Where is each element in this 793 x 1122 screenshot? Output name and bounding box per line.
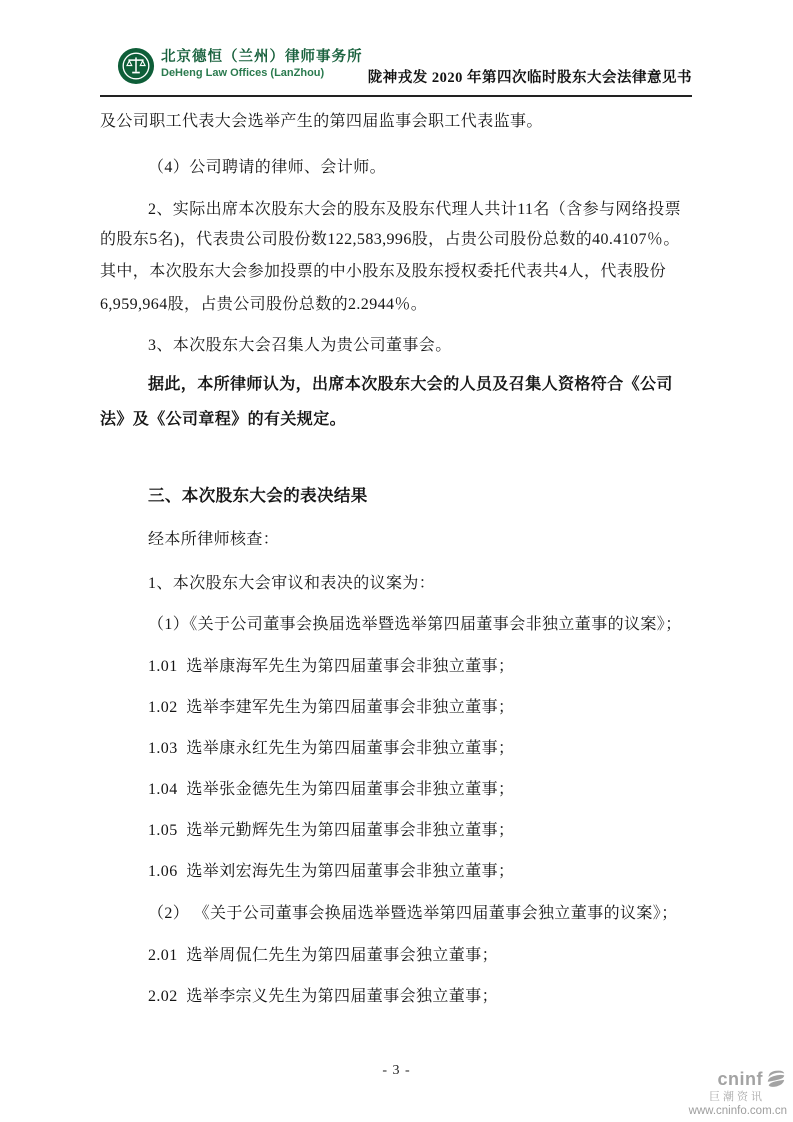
cninfo-logo-text: cninf	[717, 1069, 763, 1089]
firm-name-block	[161, 47, 363, 80]
text-line: 2、实际出席本次股东大会的股东及股东代理人共计11名（含参与网络投票	[148, 201, 682, 218]
cninfo-watermark	[689, 1068, 787, 1118]
text-line: 法》及《公司章程》的有关规定。	[100, 411, 347, 428]
firm-name-en: DeHeng Law Offices (LanZhou)	[161, 67, 325, 79]
text-line: 2.02 选举李宗义先生为第四届董事会独立董事；	[148, 988, 499, 1005]
cninfo-swirl-icon	[765, 1068, 787, 1090]
document-title: 陇神戎发 2020 年第四次临时股东大会法律意见书	[367, 70, 692, 86]
page-header-brand	[117, 47, 363, 85]
text-line: 1.02 选举李建军先生为第四届董事会非独立董事；	[148, 699, 515, 716]
text-line: （2） 《关于公司董事会换届选举暨选举第四届董事会独立董事的议案》；	[148, 905, 678, 922]
page-number: - 3 -	[382, 1063, 411, 1078]
text-line: 1、本次股东大会审议和表决的议案为：	[148, 575, 436, 592]
deheng-logo-icon	[117, 47, 155, 85]
text-line: 1.01 选举康海军先生为第四届董事会非独立董事；	[148, 658, 515, 675]
text-line: 1.06 选举刘宏海先生为第四届董事会非独立董事；	[148, 863, 515, 880]
cninfo-url: www.cninfo.com.cn	[688, 1105, 787, 1117]
text-line: 其中，本次股东大会参加投票的中小股东及股东授权委托代表共4人，代表股份	[100, 263, 667, 280]
firm-name-cn: 北京德恒（兰州）律师事务所	[161, 49, 363, 65]
text-line: 及公司职工代表大会选举产生的第四届监事会职工代表监事。	[100, 113, 543, 130]
text-line: 1.04 选举张金德先生为第四届董事会非独立董事；	[148, 781, 515, 798]
cninfo-logo	[689, 1068, 787, 1090]
text-line: 3、本次股东大会召集人为贵公司董事会。	[148, 337, 452, 354]
text-line: 据此，本所律师认为，出席本次股东大会的人员及召集人资格符合《公司	[148, 376, 673, 393]
cninfo-name-cn: 巨潮资讯	[709, 1091, 765, 1103]
text-line: 2.01 选举周侃仁先生为第四届董事会独立董事；	[148, 947, 499, 964]
text-line: （1）《关于公司董事会换届选举暨选举第四届董事会非独立董事的议案》；	[148, 616, 682, 633]
text-line: 1.05 选举元勤辉先生为第四届董事会非独立董事；	[148, 822, 515, 839]
text-line: （4）公司聘请的律师、会计师。	[148, 159, 387, 176]
header-divider	[100, 95, 692, 97]
text-line: 1.03 选举康永红先生为第四届董事会非独立董事；	[148, 740, 515, 757]
text-line: 的股东5名)，代表贵公司股份数122,583,996股，占贵公司股份总数的40.4107％。	[100, 231, 680, 248]
text-line: 经本所律师核查：	[148, 531, 280, 548]
section-heading: 三、本次股东大会的表决结果	[148, 486, 368, 505]
text-line: 6,959,964股，占贵公司股份总数的2.2944％。	[100, 296, 428, 313]
